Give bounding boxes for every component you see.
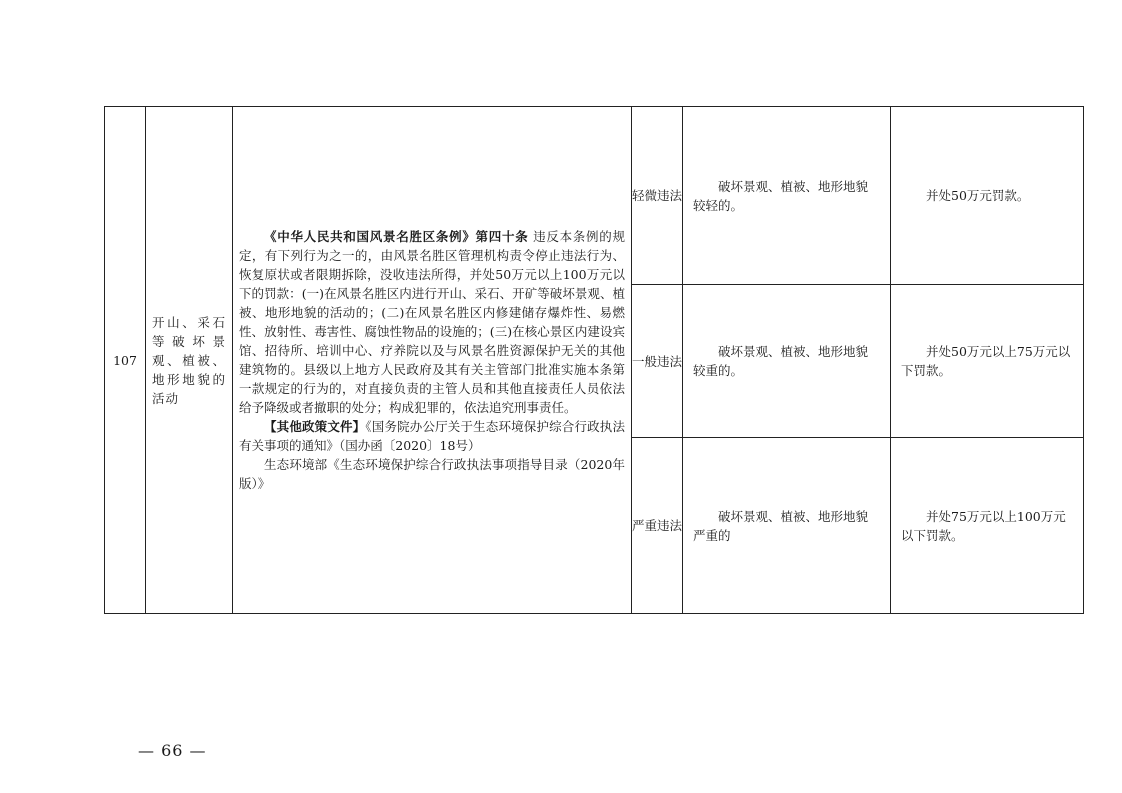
level-serious: 严重违法 (632, 438, 683, 614)
case-serious: 破坏景观、植被、地形地貌严重的 (683, 438, 891, 614)
level-minor: 轻微违法 (632, 107, 683, 285)
law-paragraph (239, 227, 625, 417)
case-general: 破坏景观、植被、地形地貌较重的。 (683, 285, 891, 438)
penalty-general: 并处50万元以上75万元以下罚款。 (891, 285, 1084, 438)
legal-basis-cell (233, 107, 632, 614)
table-row (105, 107, 1084, 285)
law-text: 违反本条例的规定，有下列行为之一的，由风景名胜区管理机构责令停止违法行为、恢复原状或者限期拆除，没收违法所得，并处50万元以上100万元以下的罚款：(一)在风景名胜区内进行开山、采石、开矿等破坏景观、植被、地形地貌的活动的；(二)在风景名胜区内修建储存爆炸性、易燃性、放射性、毒害性、腐蚀性物品的设施的；(三)在核心景区内建设宾馆、招待所、培训中心、疗养院以及与风景名胜资源保护无关的其他建筑物的。县级以上地方人民政府及其有关主管部门批准实施本条第一款规定的行为的，对直接负责的主管人员和其他直接责任人员依法给予降级或者撤职的处分；构成犯罪的，依法追究刑事责任。 (239, 229, 626, 415)
policy-text: 《国务院办公厅关于生态环境保护综合行政执法有关事项的通知》（国办函〔2020〕18号） (239, 419, 625, 453)
penalty-table (104, 106, 1084, 614)
policy-paragraph (239, 417, 625, 455)
penalty-minor: 并处50万元罚款。 (891, 107, 1084, 285)
page-number: — 66 — (138, 741, 207, 760)
ministry-paragraph: 生态环境部《生态环境保护综合行政执法事项指导目录（2020年版）》 (239, 457, 625, 491)
row-number: 107 (105, 107, 146, 614)
violation-item: 开山、采石等破坏景观、植被、地形地貌的活动 (146, 107, 233, 614)
penalty-serious: 并处75万元以上100万元以下罚款。 (891, 438, 1084, 614)
policy-label: 【其他政策文件】 (264, 419, 366, 434)
law-title: 《中华人民共和国风景名胜区条例》第四十条 (264, 229, 529, 244)
case-minor: 破坏景观、植被、地形地貌较轻的。 (683, 107, 891, 285)
level-general: 一般违法 (632, 285, 683, 438)
